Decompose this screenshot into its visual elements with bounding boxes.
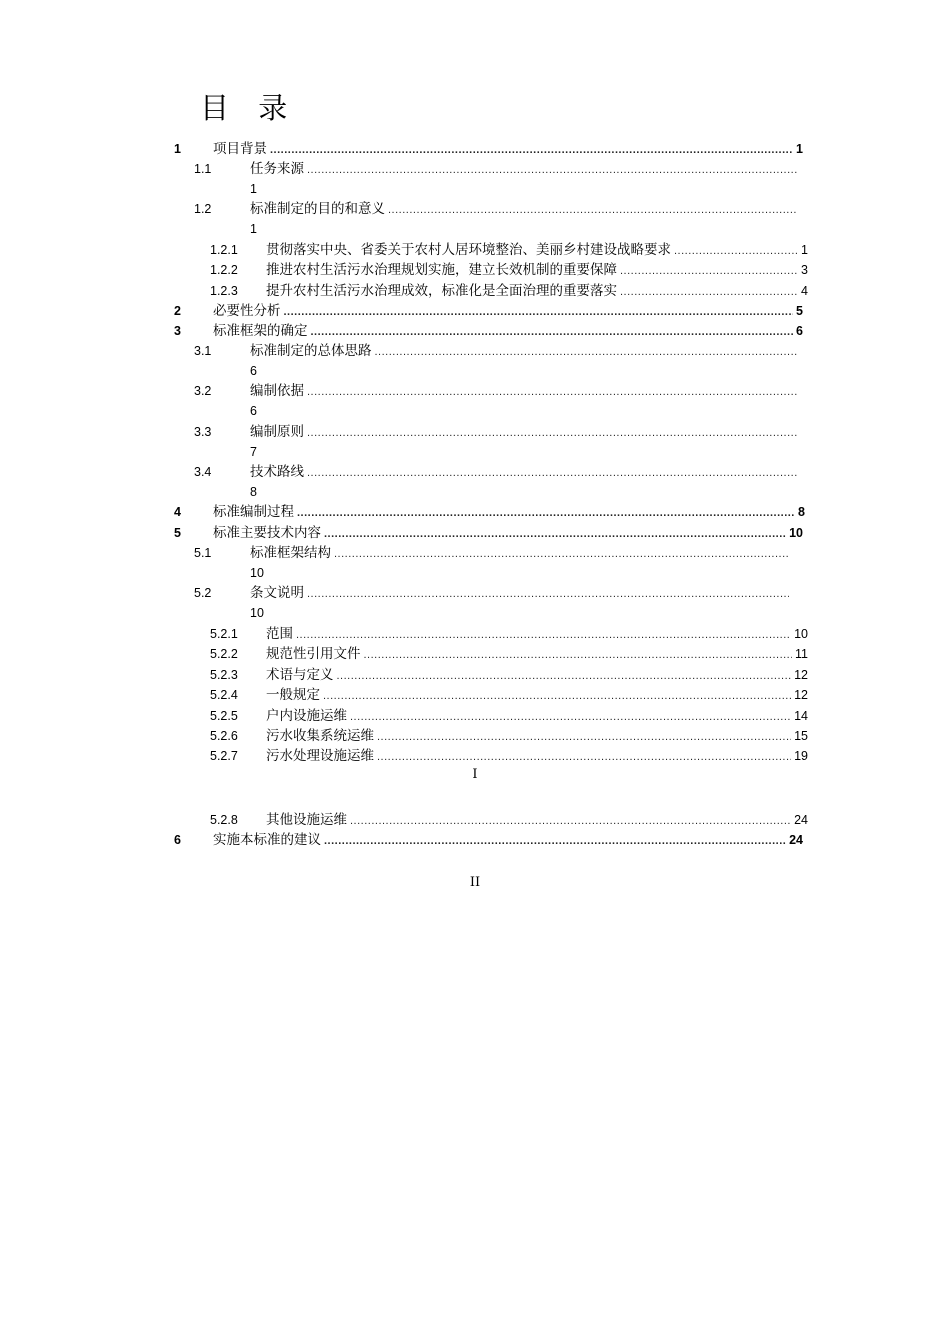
toc-entry-number: 3.3	[194, 425, 212, 439]
toc-leader-dots	[377, 747, 791, 767]
toc-leader-dots	[364, 645, 793, 665]
toc-entry-number: 1	[174, 142, 181, 156]
toc-entry-number: 5.1	[194, 546, 212, 560]
toc-entry-text: 必要性分析	[213, 303, 281, 319]
toc-entry-text: 项目背景	[213, 141, 267, 157]
toc-leader-dots	[337, 666, 792, 686]
toc-leader-dots	[375, 342, 798, 362]
toc-entry-text: 编制原则	[250, 424, 304, 440]
toc-entry[interactable]	[0, 830, 950, 850]
toc-entry-text: 规范性引用文件	[266, 646, 361, 662]
toc-entry[interactable]	[0, 321, 950, 341]
toc-entry-page: 4	[801, 284, 808, 298]
toc-entry[interactable]	[0, 624, 950, 644]
toc-entry[interactable]	[0, 422, 950, 442]
toc-entry[interactable]	[0, 281, 950, 301]
toc-leader-dots	[388, 200, 797, 220]
toc-leader-dots	[350, 811, 791, 831]
toc-entry-text: 任务来源	[250, 161, 304, 177]
toc-entry-number: 5.2.6	[210, 729, 238, 743]
toc-leader-dots	[284, 302, 794, 322]
toc-entry[interactable]	[0, 240, 950, 260]
toc-entry[interactable]	[0, 665, 950, 685]
toc-leader-dots	[311, 322, 794, 342]
toc-entry-text: 贯彻落实中央、省委关于农村人居环境整治、美丽乡村建设战略要求	[266, 242, 671, 258]
toc-leader-dots	[334, 544, 789, 564]
toc-entry-page: 12	[794, 668, 808, 682]
toc-entry-page: 15	[794, 729, 808, 743]
toc-leader-dots	[620, 282, 798, 302]
toc-leader-dots	[307, 463, 797, 483]
toc-entry-text: 标准框架的确定	[213, 323, 308, 339]
toc-entry-page: 19	[794, 749, 808, 763]
toc-entry-text: 标准框架结构	[250, 545, 331, 561]
toc-leader-dots	[296, 625, 791, 645]
toc-entry-page: 6	[796, 324, 803, 338]
toc-entry-text: 标准制定的总体思路	[250, 343, 372, 359]
toc-entry-number: 5.2.4	[210, 688, 238, 702]
toc-entry[interactable]	[0, 523, 950, 543]
toc-entry-page: 10	[794, 627, 808, 641]
toc-entry[interactable]	[0, 502, 950, 522]
toc-entry-page: 12	[794, 688, 808, 702]
toc-leader-dots	[307, 382, 797, 402]
toc-entry-text: 实施本标准的建议	[213, 832, 321, 848]
toc-entry-number: 1.2.2	[210, 263, 238, 277]
toc-entry-page: 10	[250, 606, 264, 620]
toc-entry-number: 3.2	[194, 384, 212, 398]
toc-entry-page: 24	[794, 813, 808, 827]
toc-entry-number: 1.2.1	[210, 243, 238, 257]
toc-entry-text: 标准制定的目的和意义	[250, 201, 385, 217]
toc-entry-number: 5	[174, 526, 181, 540]
toc-entry-text: 其他设施运维	[266, 812, 347, 828]
toc-entry-number: 5.2.7	[210, 749, 238, 763]
toc-leader-dots	[307, 423, 797, 443]
toc-entry[interactable]	[0, 746, 950, 766]
toc-entry-number: 5.2.8	[210, 813, 238, 827]
toc-entry-number: 2	[174, 304, 181, 318]
toc-entry[interactable]	[0, 462, 950, 482]
toc-entry-text: 提升农村生活污水治理成效，标准化是全面治理的重要落实	[266, 283, 617, 299]
toc-entry-page: 3	[801, 263, 808, 277]
toc-leader-dots	[307, 160, 797, 180]
toc-entry-text: 户内设施运维	[266, 708, 347, 724]
toc-entry-page: 1	[250, 182, 257, 196]
toc-entry-page: 24	[789, 833, 803, 847]
toc-entry-page: 7	[250, 445, 257, 459]
toc-leader-dots	[620, 261, 798, 281]
toc-leader-dots	[297, 503, 795, 523]
toc-entry-number: 3.4	[194, 465, 212, 479]
toc-entry[interactable]	[0, 810, 950, 830]
toc-entry-page: 5	[796, 304, 803, 318]
toc-leader-dots	[350, 707, 791, 727]
toc-entry-number: 5.2.5	[210, 709, 238, 723]
toc-entry[interactable]	[0, 726, 950, 746]
toc-entry-text: 范围	[266, 626, 293, 642]
toc-entry-number: 6	[174, 833, 181, 847]
toc-entry-number: 5.2.2	[210, 647, 238, 661]
toc-leader-dots	[324, 524, 786, 544]
toc-entry-text: 污水处理设施运维	[266, 748, 374, 764]
toc-entry-text: 编制依据	[250, 383, 304, 399]
page-number-footer: I	[472, 767, 478, 782]
toc-entry[interactable]	[0, 644, 950, 664]
toc-entry-page: 1	[796, 142, 803, 156]
toc-entry[interactable]	[0, 583, 950, 603]
toc-entry-number: 5.2	[194, 586, 212, 600]
toc-entry-text: 标准编制过程	[213, 504, 294, 520]
toc-entry[interactable]	[0, 301, 950, 321]
toc-entry-page: 10	[250, 566, 264, 580]
toc-entry-page: 1	[801, 243, 808, 257]
toc-leader-dots	[323, 686, 791, 706]
toc-title: 目 录	[200, 91, 298, 125]
toc-entry-number: 5.2.1	[210, 627, 238, 641]
toc-leader-dots	[307, 584, 789, 604]
toc-entry[interactable]	[0, 685, 950, 705]
toc-entry-page: 6	[250, 364, 257, 378]
toc-entry-text: 标准主要技术内容	[213, 525, 321, 541]
toc-entry-number: 1.2.3	[210, 284, 238, 298]
toc-entry-number: 3.1	[194, 344, 212, 358]
toc-entry-number: 1.1	[194, 162, 212, 176]
toc-leader-dots	[377, 727, 791, 747]
toc-entry-text: 污水收集系统运维	[266, 728, 374, 744]
toc-entry-page: 10	[789, 526, 803, 540]
toc-entry[interactable]	[0, 341, 950, 361]
page-number-footer: II	[469, 875, 481, 890]
toc-leader-dots	[270, 140, 793, 160]
toc-entry-number: 5.2.3	[210, 668, 238, 682]
toc-entry-text: 一般规定	[266, 687, 320, 703]
toc-entry-text: 推进农村生活污水治理规划实施，建立长效机制的重要保障	[266, 262, 617, 278]
toc-entry-page: 6	[250, 404, 257, 418]
toc-entry-number: 4	[174, 505, 181, 519]
toc-entry[interactable]	[0, 139, 950, 159]
toc-entry[interactable]	[0, 543, 950, 563]
toc-entry[interactable]	[0, 706, 950, 726]
toc-entry-number: 3	[174, 324, 181, 338]
toc-entry-page: 1	[250, 222, 257, 236]
toc-leader-dots	[324, 831, 786, 851]
toc-entry[interactable]	[0, 159, 950, 179]
toc-entry-page: 8	[250, 485, 257, 499]
toc-entry-text: 条文说明	[250, 585, 304, 601]
toc-entry[interactable]	[0, 260, 950, 280]
toc-leader-dots	[674, 241, 798, 261]
toc-entry-page: 8	[798, 505, 805, 519]
toc-entry-page: 11	[795, 647, 808, 661]
toc-entry-text: 术语与定义	[266, 667, 334, 683]
toc-entry-number: 1.2	[194, 202, 212, 216]
toc-entry-text: 技术路线	[250, 464, 304, 480]
toc-entry[interactable]	[0, 199, 950, 219]
toc-entry-page: 14	[794, 709, 808, 723]
toc-entry[interactable]	[0, 381, 950, 401]
